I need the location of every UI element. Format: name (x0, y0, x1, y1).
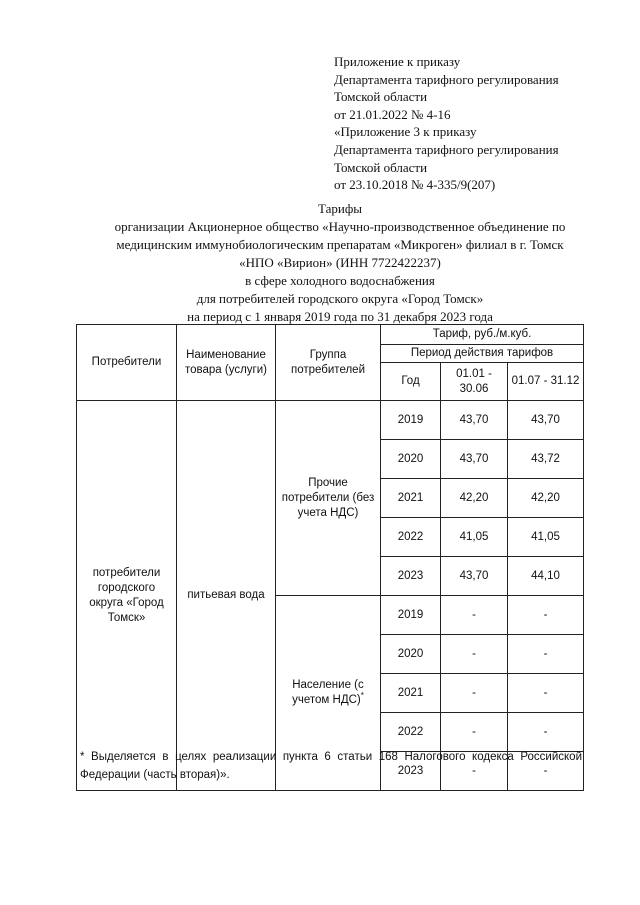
product-cell: питьевая вода (177, 401, 276, 791)
tariff-second-half: 43,70 (508, 401, 584, 440)
year-cell: 2020 (381, 635, 441, 674)
tariff-first-half: 43,70 (441, 557, 508, 596)
tariff-second-half: - (508, 752, 584, 791)
year-cell: 2021 (381, 479, 441, 518)
tariff-second-half: 44,10 (508, 557, 584, 596)
title-line: Тарифы (317, 201, 362, 216)
year-cell: 2023 (381, 752, 441, 791)
tariff-second-half: - (508, 674, 584, 713)
appendix-line: Томской области (334, 89, 428, 105)
appendix-block (334, 53, 559, 194)
appendix-line: Томской области (334, 159, 428, 175)
tariff-first-half: 43,70 (441, 401, 508, 440)
header-consumers: Потребители (77, 325, 177, 401)
year-cell: 2022 (381, 713, 441, 752)
year-cell: 2021 (381, 674, 441, 713)
header-tariff: Тариф, руб./м.куб. (381, 325, 584, 345)
header-period: Период действия тарифов (381, 345, 584, 363)
year-cell: 2019 (381, 596, 441, 635)
year-cell: 2019 (381, 401, 441, 440)
title-line: для потребителей городского округа «Город Томск» (196, 291, 484, 306)
appendix-line: Приложение к приказу (334, 54, 461, 69)
title-line: медицинским иммунобиологическим препаратам «Микроген» филиал в г. Томск (116, 237, 564, 252)
tariff-second-half: - (508, 713, 584, 752)
document-title (40, 200, 640, 326)
appendix-line: «Приложение 3 к приказу (334, 124, 477, 140)
tariff-table (76, 324, 584, 791)
tariff-first-half: - (441, 713, 508, 752)
tariff-second-half: - (508, 635, 584, 674)
table-row (77, 401, 584, 440)
tariff-first-half: - (441, 752, 508, 791)
tariff-second-half: 41,05 (508, 518, 584, 557)
header-second-half: 01.07 - 31.12 (508, 363, 584, 401)
tariff-first-half: 43,70 (441, 440, 508, 479)
tariff-second-half: - (508, 596, 584, 635)
tariff-first-half: - (441, 596, 508, 635)
tariff-first-half: 41,05 (441, 518, 508, 557)
header-group: Группа потребителей (276, 325, 381, 401)
header-product: Наименование товара (услуги) (177, 325, 276, 401)
group-cell (276, 401, 381, 596)
tariff-first-half: 42,20 (441, 479, 508, 518)
title-line: «НПО «Вирион» (ИНН 7722422237) (239, 255, 441, 270)
tariff-first-half: - (441, 674, 508, 713)
tariff-second-half: 43,72 (508, 440, 584, 479)
consumer-cell: потребители городского округа «Город Томск» (77, 401, 177, 791)
title-line: организации Акционерное общество «Научно-производственное объединение по (114, 219, 566, 234)
title-line: в сфере холодного водоснабжения (245, 273, 435, 288)
group-name: Население (с учетом НДС) (292, 679, 364, 706)
appendix-line: Департамента тарифного регулирования (334, 71, 559, 87)
appendix-line: от 21.01.2022 № 4-16 (334, 106, 451, 122)
header-first-half: 01.01 - 30.06 (441, 363, 508, 401)
appendix-line: от 23.10.2018 № 4-335/9(207) (334, 177, 496, 193)
year-cell: 2022 (381, 518, 441, 557)
tariff-first-half: - (441, 635, 508, 674)
header-year: Год (381, 363, 441, 401)
footnote: * Выделяется в целях реализации пункта 6 статьи 168 Налогового кодекса Российской Федерации (часть вторая)». (80, 751, 582, 781)
tariff-second-half: 42,20 (508, 479, 584, 518)
year-cell: 2020 (381, 440, 441, 479)
year-cell: 2023 (381, 557, 441, 596)
appendix-line: Департамента тарифного регулирования (334, 141, 559, 157)
group-name: Прочие потребители (без учета НДС) (281, 476, 375, 519)
title-line: на период с 1 января 2019 года по 31 декабря 2023 года (187, 309, 493, 324)
footnote-mark: * (360, 691, 364, 701)
